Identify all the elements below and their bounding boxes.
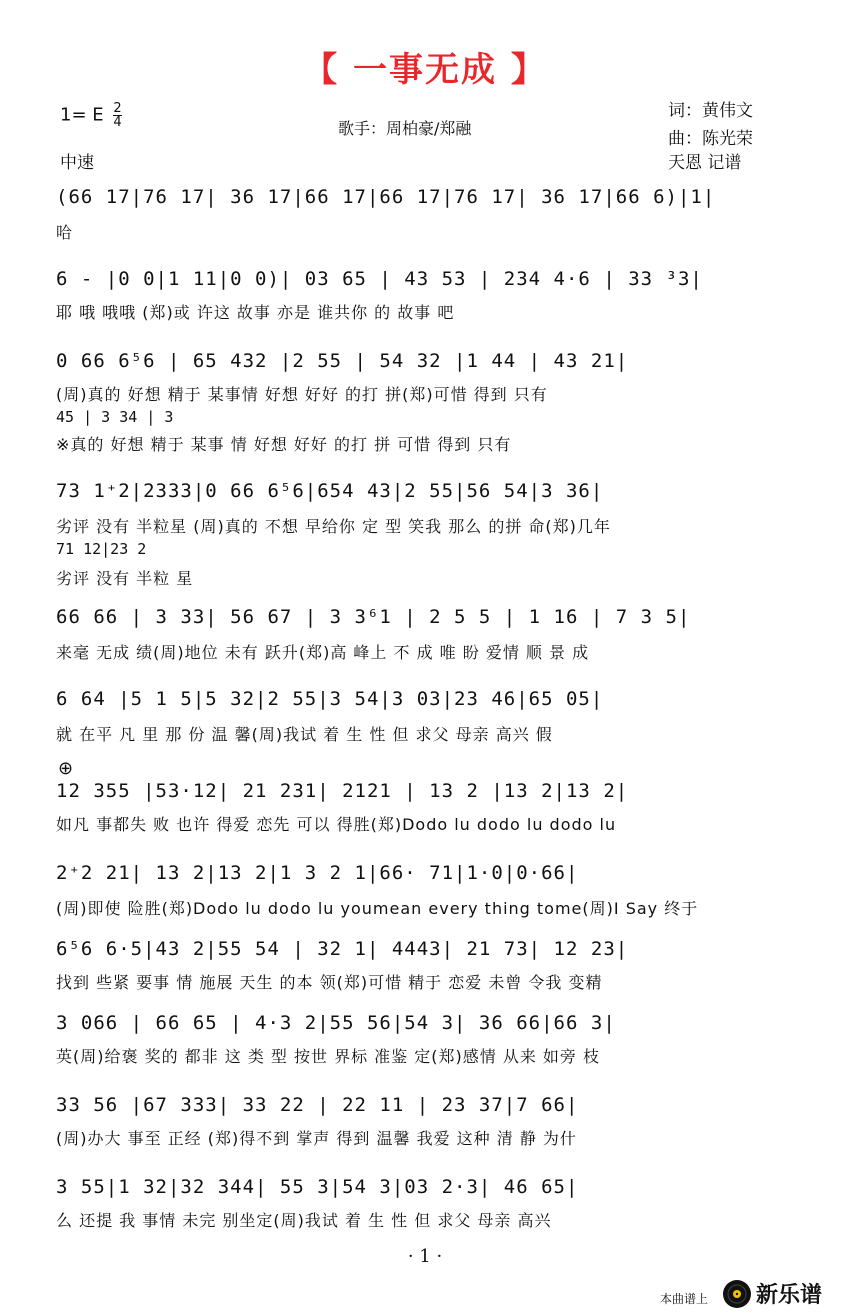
notation-row-4: 73 1⁺2|2333|0 66 6⁵6|654 43|2 55|56 54|3 36| (56, 480, 604, 502)
notation-row-12: 3 55|1 32|32 344| 55 3|54 3|03 2·3| 46 65| (56, 1176, 579, 1198)
time-signature (113, 102, 121, 129)
page-number: · 1 · (407, 1246, 443, 1267)
transcriber-credit: 天恩 记谱 (668, 153, 742, 173)
notation-row-8: 2⁺2 21| 13 2|13 2|1 3 2 1|66· 71|1·0|0·66| (56, 862, 579, 884)
footer-note: 本曲谱上 (660, 1292, 709, 1306)
lyric-row-12: 么 还提 我 事情 未完 别坐定(周)我试 着 生 性 但 求父 母亲 高兴 (56, 1211, 552, 1230)
singer-credit: 歌手：周柏豪/郑融 (338, 119, 472, 138)
lyric-row-11: (周)办大 事至 正经 (郑)得不到 掌声 得到 温馨 我爱 这种 清 静 为什 (56, 1129, 577, 1148)
lyric-row-10: 英(周)给褒 奖的 都非 这 类 型 按世 界标 准鉴 定(郑)感情 从来 如旁 枝 (56, 1047, 601, 1066)
site-logo[interactable] (722, 1278, 822, 1309)
lyric-row-1: 哈 (56, 223, 74, 242)
lyricist-credit: 词：黄伟文 (668, 101, 753, 121)
time-signature-bottom: 4 (113, 115, 122, 130)
vinyl-record-icon (722, 1279, 752, 1309)
key-label: 1= E (60, 104, 104, 126)
song-title: 【 一事无成 】 (303, 50, 547, 90)
lyric-row-9: 找到 些紧 要事 情 施展 天生 的本 领(郑)可惜 精于 恋爱 未曾 令我 变精 (56, 973, 603, 992)
coda-symbol-icon: ⊕ (58, 758, 74, 779)
notation-row-6: 6 64 |5 1 5|5 32|2 55|3 54|3 03|23 46|65 05| (56, 688, 604, 710)
logo-text: 新乐谱 (756, 1283, 823, 1308)
lyric-row-7: 如凡 事都失 败 也许 得爱 恋先 可以 得胜(郑)Dodo lu dodo lu dodo lu (56, 815, 617, 834)
notation-row-9: 6⁵6 6·5|43 2|55 54 | 32 1| 4443| 21 73| 12 23| (56, 938, 629, 960)
lyric-row-2: 耶 哦 哦哦 (郑)或 许这 故事 亦是 谁共你 的 故事 吧 (56, 303, 455, 322)
lyric-row-6: 就 在平 凡 里 那 份 温 馨(周)我试 着 生 性 但 求父 母亲 高兴 假 (56, 725, 553, 744)
notation-row-5: 66 66 | 3 33| 56 67 | 3 3⁶1 | 2 5 5 | 1 16 | 7 3 5| (56, 606, 691, 628)
notation-row-3: 0 66 6⁵6 | 65 432 |2 55 | 54 32 |1 44 | 43 21| (56, 350, 629, 372)
lyric-row-4b: 劣评 没有 半粒 星 (56, 569, 194, 588)
notation-row-4b: 71 12|23 2 (56, 540, 147, 558)
lyric-row-8: (周)即使 险胜(郑)Dodo lu dodo lu youmean every thing tome(周)I Say 终于 (56, 899, 699, 918)
lyric-row-3: (周)真的 好想 精于 某事情 好想 好好 的打 拼(郑)可惜 得到 只有 (56, 385, 548, 404)
notation-row-10: 3 066 | 66 65 | 4·3 2|55 56|54 3| 36 66|66 3| (56, 1012, 616, 1034)
lyric-row-3b: ※真的 好想 精于 某事 情 好想 好好 的打 拼 可惜 得到 只有 (56, 435, 512, 454)
notation-row-1: (66 17|76 17| 36 17|66 17|66 17|76 17| 36 17|66 6)|1| (56, 186, 716, 208)
notation-row-7: 12 355 |53·12| 21 231| 2121 | 13 2 |13 2|13 2| (56, 780, 629, 802)
tempo-marking: 中速 (60, 153, 94, 173)
lyric-row-4: 劣评 没有 半粒星 (周)真的 不想 早给你 定 型 笑我 那么 的拼 命(郑)几年 (56, 517, 611, 536)
notation-row-3b: 45 | 3 34 | 3 (56, 408, 174, 426)
key-signature (60, 102, 122, 129)
composer-credit: 曲：陈光荣 (668, 129, 753, 149)
notation-row-11: 33 56 |67 333| 33 22 | 22 11 | 23 37|7 66| (56, 1094, 579, 1116)
notation-row-2: 6 - |0 0|1 11|0 0)| 03 65 | 43 53 | 234 4·6 | 33 ³3| (56, 268, 703, 290)
lyric-row-5: 来毫 无成 绩(周)地位 未有 跃升(郑)高 峰上 不 成 唯 盼 爱情 顺 景 成 (56, 643, 590, 662)
time-signature-top: 2 (113, 101, 122, 116)
